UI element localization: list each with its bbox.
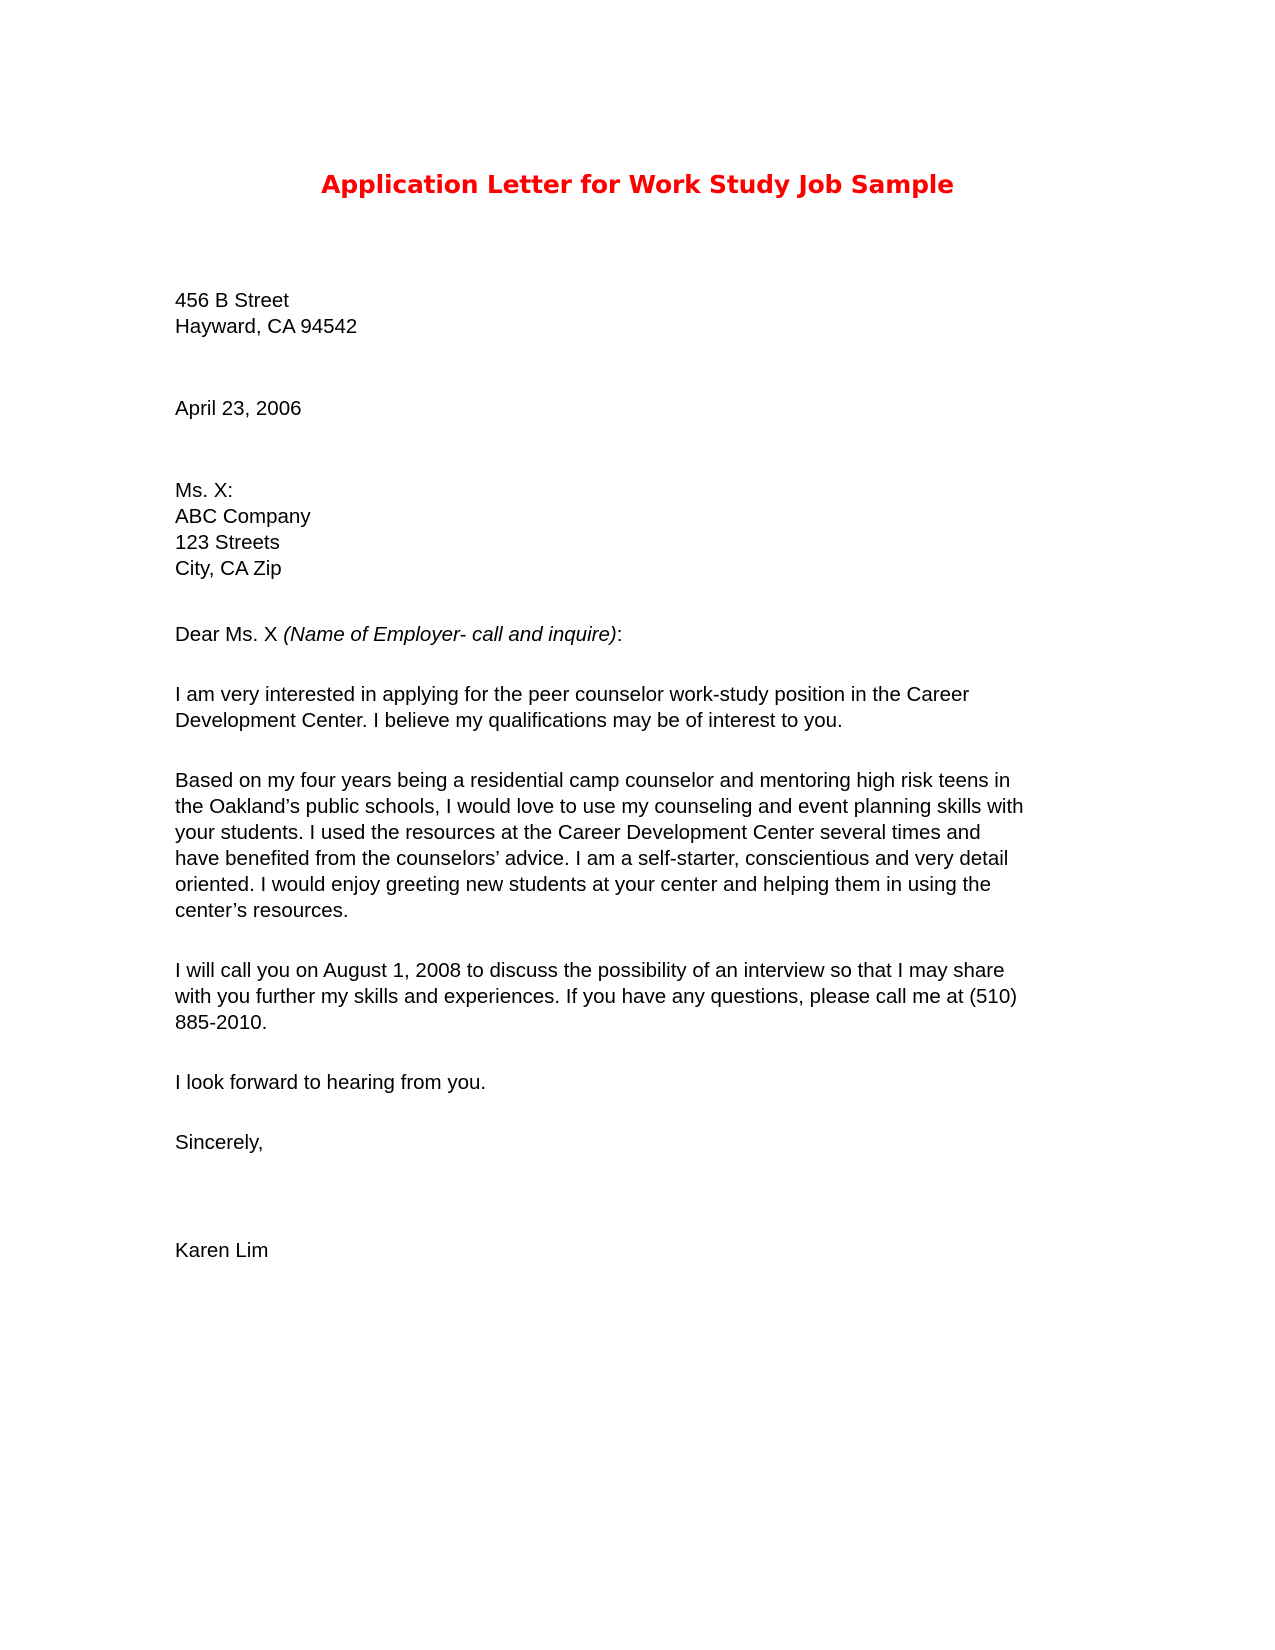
- salutation: [175, 622, 1030, 648]
- salutation-prefix: Dear Ms. X: [175, 623, 284, 646]
- recipient-line-4: City, CA Zip: [175, 557, 282, 580]
- recipient-line-3: 123 Streets: [175, 531, 280, 554]
- sender-address-line-2: Hayward, CA 94542: [175, 315, 358, 338]
- letter-body: [175, 288, 1030, 1264]
- letter-date-text: April 23, 2006: [175, 397, 302, 420]
- sender-address: [175, 288, 1030, 340]
- recipient-address: [175, 478, 1030, 582]
- letter-date: [175, 396, 1030, 422]
- recipient-line-1: Ms. X:: [175, 479, 234, 502]
- signature-name: Karen Lim: [175, 1239, 269, 1262]
- letter-paragraph: Based on my four years being a residential camp counselor and mentoring high risk teens in the Oakland’s public schools, I would love to use my counseling and event planning skills with your students. I used the resources at the Career Development Center several times and have benefited from the counselors’ advice. I am a self-starter, conscientious and very detail oriented. I would enjoy greeting new students at your center and helping them in using the center’s resources.: [175, 769, 1024, 922]
- letter-paragraph: I am very interested in applying for the peer counselor work-study position in the Career Development Center. I believe my qualifications may be of interest to you.: [175, 683, 970, 732]
- sender-address-line-1: 456 B Street: [175, 289, 289, 312]
- recipient-line-2: ABC Company: [175, 505, 311, 528]
- salutation-suffix: :: [616, 623, 623, 646]
- page-title: Application Letter for Work Study Job Sample: [321, 170, 954, 199]
- salutation-italic-note: (Name of Employer- call and inquire): [283, 623, 617, 646]
- letter-paragraph: I look forward to hearing from you.: [175, 1071, 487, 1094]
- letter-paragraph: I will call you on August 1, 2008 to discuss the possibility of an interview so that I may share with you further my skills and experiences. If you have any questions, please call me at (510) 885-2010.: [175, 959, 1018, 1034]
- closing: Sincerely,: [175, 1131, 264, 1154]
